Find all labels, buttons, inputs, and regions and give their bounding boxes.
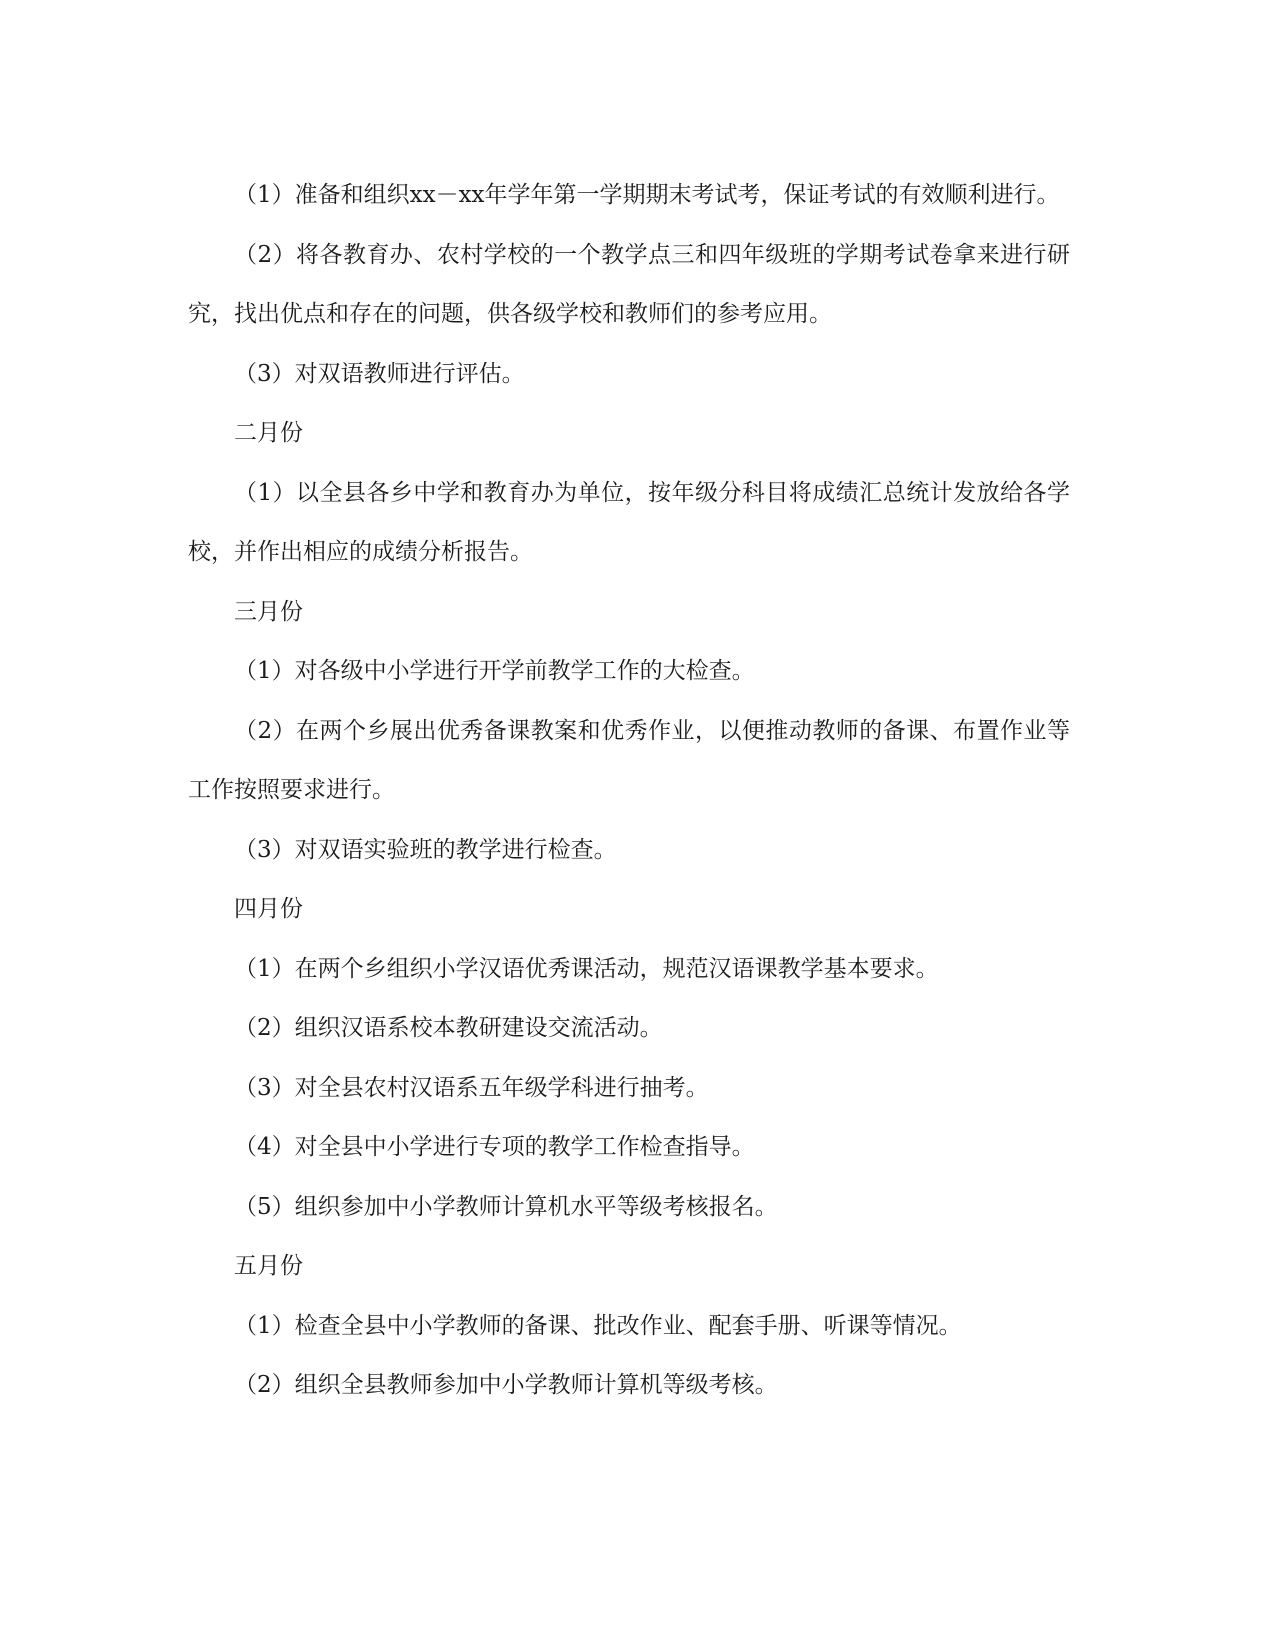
paragraph: （1）以全县各乡中学和教育办为单位，按年级分科目将成绩汇总统计发放给各学校，并作出相应的成绩分析报告。 bbox=[188, 479, 1070, 565]
paragraph: （4）对全县中小学进行专项的教学工作检查指导。 bbox=[234, 1134, 755, 1160]
document-body bbox=[188, 166, 1070, 1416]
paragraph: （2）组织全县教师参加中小学教师计算机等级考核。 bbox=[234, 1372, 778, 1398]
paragraph: （1）检查全县中小学教师的备课、批改作业、配套手册、听课等情况。 bbox=[234, 1312, 962, 1339]
section-heading-march: 三月份 bbox=[234, 598, 303, 625]
paragraph: （1）准备和组织xx－xx年学年第一学期期末考试考，保证考试的有效顺利进行。 bbox=[234, 182, 1060, 208]
paragraph: （2）将各教育办、农村学校的一个教学点三和四年级班的学期考试卷拿来进行研究，找出优点和存在的问题，供各级学校和教师们的参考应用。 bbox=[188, 241, 1070, 327]
section-heading-may: 五月份 bbox=[234, 1253, 303, 1279]
paragraph: （3）对双语教师进行评估。 bbox=[234, 360, 525, 387]
paragraph: （3）对全县农村汉语系五年级学科进行抽考。 bbox=[234, 1074, 709, 1101]
section-heading-april: 四月份 bbox=[234, 896, 303, 922]
paragraph: （2）组织汉语系校本教研建设交流活动。 bbox=[234, 1015, 663, 1041]
paragraph: （1）对各级中小学进行开学前教学工作的大检查。 bbox=[234, 658, 755, 684]
paragraph: （3）对双语实验班的教学进行检查。 bbox=[234, 836, 617, 863]
paragraph: （2）在两个乡展出优秀备课教案和优秀作业，以便推动教师的备课、布置作业等工作按照要求进行。 bbox=[188, 717, 1070, 803]
paragraph: （1）在两个乡组织小学汉语优秀课活动，规范汉语课教学基本要求。 bbox=[234, 955, 939, 982]
section-heading-february: 二月份 bbox=[234, 420, 303, 446]
paragraph: （5）组织参加中小学教师计算机水平等级考核报名。 bbox=[234, 1193, 778, 1220]
